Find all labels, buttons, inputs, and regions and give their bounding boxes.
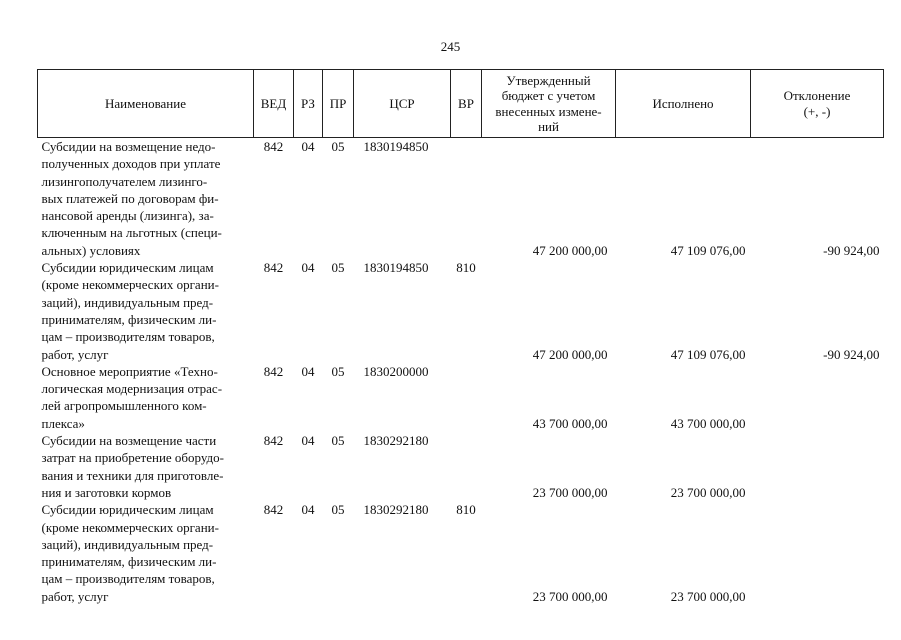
row-name-line: заций), индивидуальным пред- bbox=[41, 536, 214, 552]
row-vr: 810 bbox=[456, 502, 476, 518]
row-deviation: -90 924,00 bbox=[823, 346, 880, 362]
page-number: 245 bbox=[440, 39, 461, 54]
row-pr: 05 bbox=[331, 433, 345, 449]
row-name-line: цам – производителям товаров, bbox=[41, 329, 215, 345]
row-approved: 47 200 000,00 bbox=[532, 242, 608, 258]
header-approved-line: ний bbox=[538, 119, 559, 134]
row-vr: 810 bbox=[456, 260, 476, 276]
row-name bbox=[38, 363, 254, 432]
row-name bbox=[38, 501, 254, 605]
budget-table bbox=[37, 69, 884, 605]
row-name-line: альных) условиях bbox=[41, 242, 141, 258]
row-name-line: Основное мероприятие «Техно- bbox=[41, 363, 218, 379]
row-rz: 04 bbox=[301, 139, 315, 154]
table-row bbox=[38, 138, 884, 260]
row-csr: 1830194850 bbox=[363, 260, 429, 276]
row-name-line: цам – производителям товаров, bbox=[41, 571, 215, 587]
row-name-line: ключенным на льготных (специ- bbox=[41, 225, 222, 241]
row-executed: 23 700 000,00 bbox=[670, 588, 746, 604]
header-csr: ЦСР bbox=[354, 70, 451, 138]
row-name-line: Субсидии юридическим лицам bbox=[41, 260, 214, 276]
row-executed: 23 700 000,00 bbox=[670, 484, 746, 500]
row-name-line: затрат на приобретение оборудо- bbox=[41, 450, 225, 466]
header-approved bbox=[482, 70, 616, 138]
row-name-line: Субсидии на возмещение части bbox=[41, 433, 217, 449]
row-name bbox=[38, 432, 254, 501]
row-rz: 04 bbox=[301, 433, 315, 449]
row-name-line: принимателям, физическим ли- bbox=[41, 311, 217, 327]
row-name-line: работ, услуг bbox=[41, 346, 109, 362]
header-pr: ПР bbox=[323, 70, 354, 138]
header-rz: РЗ bbox=[294, 70, 323, 138]
row-csr: 1830194850 bbox=[363, 139, 429, 154]
row-ved: 842 bbox=[263, 433, 284, 449]
header-vr: ВР bbox=[451, 70, 482, 138]
row-deviation bbox=[751, 432, 884, 501]
row-csr: 1830292180 bbox=[363, 433, 429, 449]
row-vr bbox=[451, 363, 482, 432]
header-ved: ВЕД bbox=[254, 70, 294, 138]
row-approved: 43 700 000,00 bbox=[532, 415, 608, 431]
row-name-line: Субсидии на возмещение недо- bbox=[41, 139, 216, 154]
row-deviation bbox=[751, 363, 884, 432]
header-name: Наименование bbox=[38, 70, 254, 138]
row-name bbox=[38, 259, 254, 363]
row-name-line: Субсидии юридическим лицам bbox=[41, 502, 214, 518]
header-deviation-line: (+, -) bbox=[803, 103, 831, 119]
row-rz: 04 bbox=[301, 502, 315, 518]
row-name-line: полученных доходов при уплате bbox=[41, 156, 221, 172]
row-name-line: (кроме некоммерческих органи- bbox=[41, 519, 219, 535]
row-name-line: вания и техники для приготовле- bbox=[41, 467, 224, 483]
row-vr bbox=[451, 432, 482, 501]
row-name bbox=[38, 138, 254, 260]
row-deviation bbox=[751, 501, 884, 605]
header-approved-line: Утвержденный bbox=[506, 72, 591, 88]
row-ved: 842 bbox=[263, 260, 284, 276]
row-deviation: -90 924,00 bbox=[823, 242, 880, 258]
table-header-row bbox=[38, 70, 884, 138]
row-name-line: вых платежей по договорам фи- bbox=[41, 190, 219, 206]
row-name-line: принимателям, физическим ли- bbox=[41, 554, 217, 570]
row-approved: 23 700 000,00 bbox=[532, 484, 608, 500]
row-name-line: лизингополучателем лизинго- bbox=[41, 173, 208, 189]
row-name-line: работ, услуг bbox=[41, 588, 109, 604]
header-deviation bbox=[751, 70, 884, 138]
row-name-line: заций), индивидуальным пред- bbox=[41, 294, 214, 310]
row-name-line: логическая модернизация отрас- bbox=[41, 381, 223, 397]
row-pr: 05 bbox=[331, 139, 345, 154]
row-executed: 43 700 000,00 bbox=[670, 415, 746, 431]
table-row bbox=[38, 501, 884, 605]
table-body bbox=[38, 138, 884, 606]
row-ved: 842 bbox=[263, 363, 284, 379]
row-ved: 842 bbox=[263, 139, 284, 154]
row-approved: 47 200 000,00 bbox=[532, 346, 608, 362]
row-csr: 1830200000 bbox=[363, 363, 429, 379]
row-name-line: ния и заготовки кормов bbox=[41, 484, 172, 500]
header-executed: Исполнено bbox=[616, 70, 751, 138]
header-deviation-line: Отклонение bbox=[783, 88, 851, 103]
row-pr: 05 bbox=[331, 363, 345, 379]
table-row bbox=[38, 363, 884, 432]
table-row bbox=[38, 259, 884, 363]
row-executed: 47 109 076,00 bbox=[670, 346, 746, 362]
header-approved-line: бюджет с учетом bbox=[501, 88, 596, 103]
row-ved: 842 bbox=[263, 502, 284, 518]
row-name-line: лей агропромышленного ком- bbox=[41, 398, 207, 414]
row-approved: 23 700 000,00 bbox=[532, 588, 608, 604]
row-name-line: (кроме некоммерческих органи- bbox=[41, 277, 219, 293]
row-csr: 1830292180 bbox=[363, 502, 429, 518]
row-vr bbox=[451, 138, 482, 260]
table-row bbox=[38, 432, 884, 501]
row-executed: 47 109 076,00 bbox=[670, 242, 746, 258]
row-name-line: нансовой аренды (лизинга), за- bbox=[41, 208, 214, 224]
row-rz: 04 bbox=[301, 363, 315, 379]
header-approved-line: внесенных измене- bbox=[495, 103, 602, 119]
row-pr: 05 bbox=[331, 502, 345, 518]
row-rz: 04 bbox=[301, 260, 315, 276]
row-pr: 05 bbox=[331, 260, 345, 276]
row-name-line: плекса» bbox=[41, 415, 85, 431]
